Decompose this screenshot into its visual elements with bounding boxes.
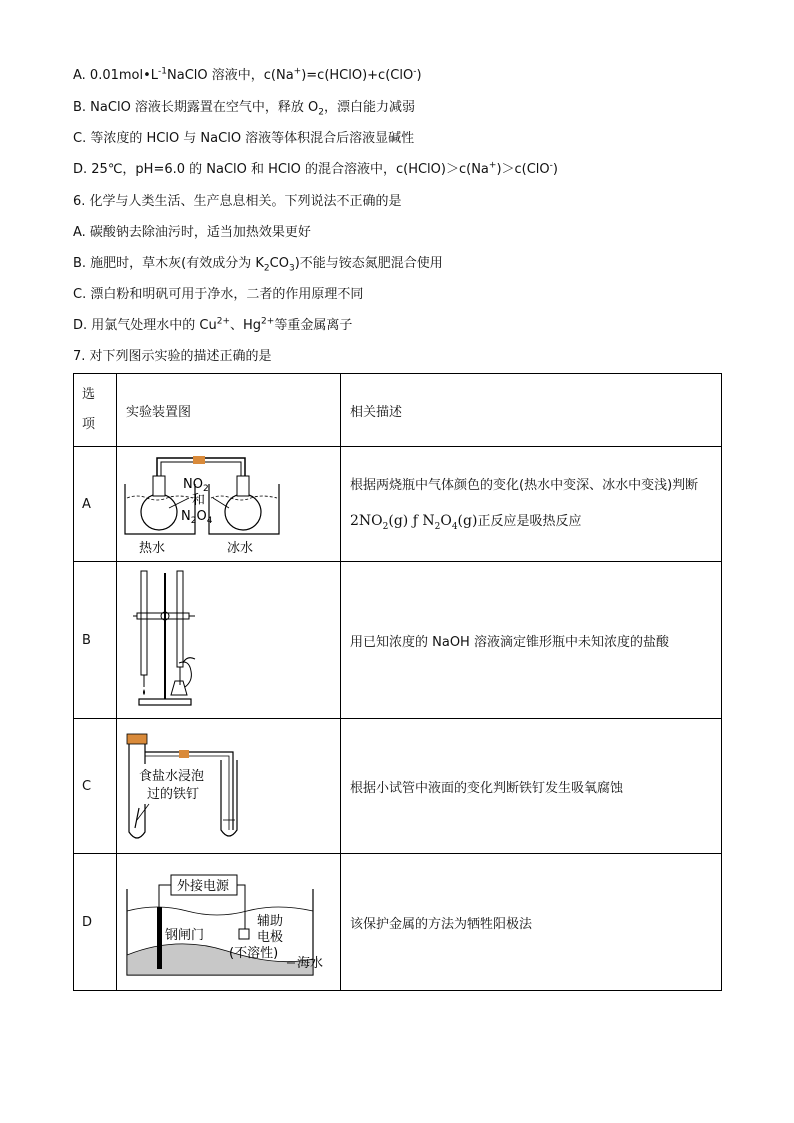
table-row bbox=[74, 854, 722, 991]
no2-n2o4-flasks-diagram bbox=[117, 448, 331, 560]
label-steel-gate: 钢闸门 bbox=[165, 928, 205, 943]
iron-nail-corrosion-diagram bbox=[117, 720, 331, 852]
q5-option-c: C. 等浓度的 HClO 与 NaClO 溶液等体积混合后溶液显碱性 bbox=[73, 131, 415, 146]
label-salt-water: 食盐水浸泡 bbox=[139, 769, 205, 784]
description-a: 根据两烧瓶中气体颜色的变化(热水中变深、冰水中变浅)判断 $2NO_2(g)$ ƒ $N_2O_4(g)$正反应是吸热反应 bbox=[341, 447, 722, 562]
figure-a bbox=[117, 447, 341, 562]
label-hot-water: 热水 bbox=[139, 541, 166, 556]
figure-d bbox=[117, 854, 341, 991]
row-label-b: B bbox=[74, 562, 117, 719]
steel-gate-protection-diagram bbox=[117, 855, 331, 989]
description-b: 用已知浓度的 NaOH 溶液滴定锥形瓶中未知浓度的盐酸 bbox=[341, 562, 722, 719]
header-option: 选 项 bbox=[74, 374, 117, 447]
table-row bbox=[74, 719, 722, 854]
label-seawater: 海水 bbox=[297, 956, 324, 971]
label-n2o4: $N_2O_4$ bbox=[181, 509, 213, 526]
label-and: 和 bbox=[192, 493, 206, 508]
q6-stem: 6. 化学与人类生活、生产息息相关。下列说法不正确的是 bbox=[73, 194, 402, 209]
table-row bbox=[74, 447, 722, 562]
label-iron-nail: 过的铁钉 bbox=[147, 787, 200, 802]
row-label-d: D bbox=[74, 854, 117, 991]
q6-option-c: C. 漂白粉和明矾可用于净水，二者的作用原理不同 bbox=[73, 287, 364, 302]
label-aux-3: (不溶性) bbox=[229, 946, 279, 961]
label-aux-1: 辅助 bbox=[257, 914, 284, 929]
q5-option-b: B. NaClO 溶液长期露置在空气中，释放 $O_2$，漂白能力减弱 bbox=[73, 100, 416, 118]
q6-option-b: B. 施肥时，草木灰(有效成分为 $K_2CO_3$)不能与铵态氮肥混合使用 bbox=[73, 256, 443, 274]
figure-b bbox=[117, 562, 341, 719]
q6-option-a: A. 碳酸钠去除油污时，适当加热效果更好 bbox=[73, 225, 311, 240]
q7-table bbox=[73, 373, 722, 991]
header-figure: 实验装置图 bbox=[117, 374, 341, 447]
label-aux-2: 电极 bbox=[257, 930, 284, 945]
figure-c bbox=[117, 719, 341, 854]
equilibrium-formula: $2NO_2(g)$ ƒ $N_2O_4(g)$ bbox=[350, 513, 478, 532]
table-header-row bbox=[74, 374, 722, 447]
titration-apparatus-diagram bbox=[117, 563, 331, 717]
description-c: 根据小试管中液面的变化判断铁钉发生吸氧腐蚀 bbox=[341, 719, 722, 854]
q7-stem: 7. 对下列图示实验的描述正确的是 bbox=[73, 349, 272, 364]
row-label-a: A bbox=[74, 447, 117, 562]
table-row bbox=[74, 562, 722, 719]
label-no2: $NO_2$ bbox=[183, 477, 209, 494]
row-label-c: C bbox=[74, 719, 117, 854]
clamp-icon bbox=[179, 750, 189, 758]
q5-option-d: D. 25℃，pH=6.0 的 NaClO 和 HClO 的混合溶液中，c(HClO)＞c(Na+)＞c(ClO-) bbox=[73, 160, 558, 177]
q6-option-d: D. 用氯气处理水中的 $Cu^{2+}$、$Hg^{2+}$等重金属离子 bbox=[73, 316, 353, 333]
clamp-icon bbox=[193, 456, 205, 464]
description-d: 该保护金属的方法为牺牲阳极法 bbox=[341, 854, 722, 991]
header-description: 相关描述 bbox=[341, 374, 722, 447]
q5-option-a: A. $0.01mol•L^{-1}NaClO$ 溶液中，c(Na+)=c(HClO)+c(ClO-) bbox=[73, 66, 422, 83]
label-ice-water: 冰水 bbox=[227, 541, 254, 556]
label-power-source: 外接电源 bbox=[177, 879, 230, 894]
stopper-icon bbox=[127, 734, 147, 744]
